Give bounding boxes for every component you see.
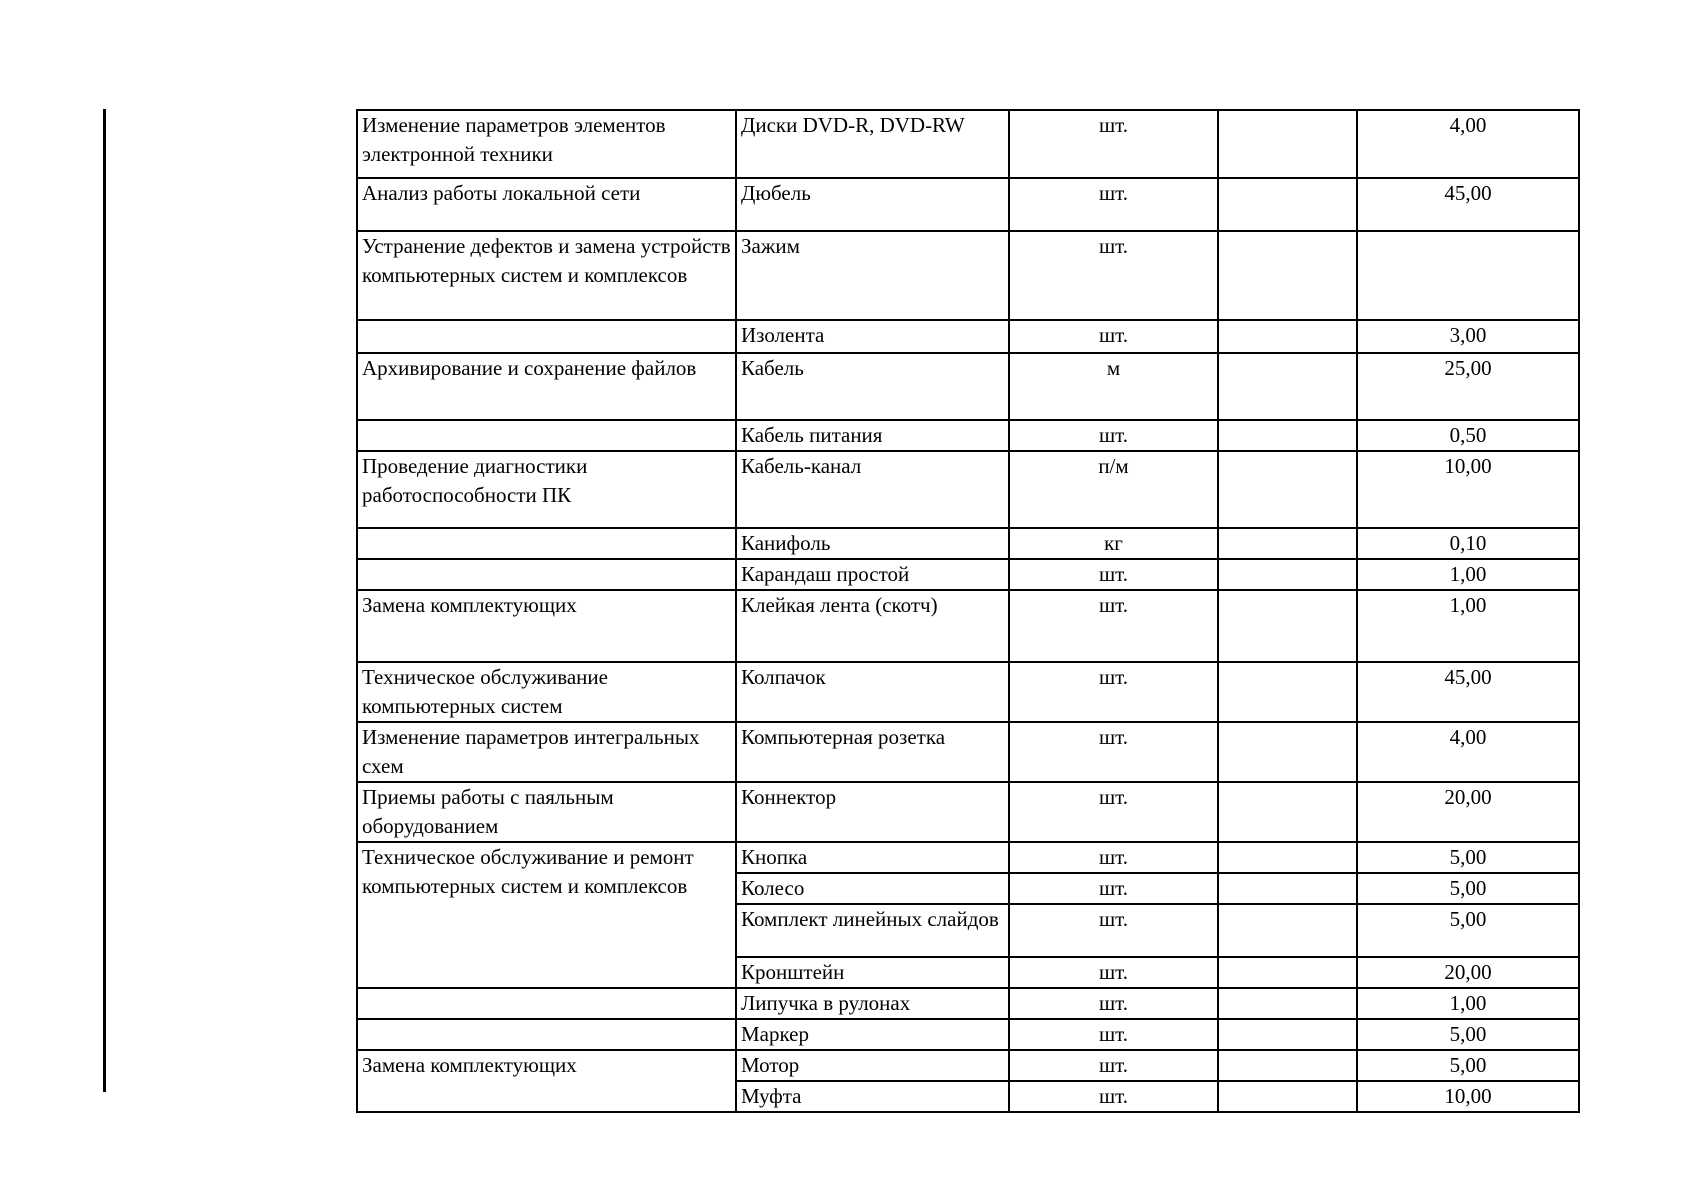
material-cell: Маркер — [736, 1019, 1009, 1050]
blank-cell — [1218, 110, 1357, 178]
material-cell: Муфта — [736, 1081, 1009, 1112]
blank-cell — [1218, 1050, 1357, 1081]
material-cell: Компьютерная розетка — [736, 722, 1009, 782]
unit-cell: шт. — [1009, 957, 1218, 988]
work-cell: Архивирование и сохранение файлов — [357, 353, 736, 420]
work-cell: Изменение параметров элементов электронной техники — [357, 110, 736, 178]
material-cell: Колесо — [736, 873, 1009, 904]
material-cell: Клейкая лента (скотч) — [736, 590, 1009, 662]
blank-cell — [1218, 559, 1357, 590]
material-cell: Колпачок — [736, 662, 1009, 722]
table-row — [357, 662, 1579, 722]
work-cell: Устранение дефектов и замена устройств компьютерных систем и комплексов — [357, 231, 736, 320]
work-cell: Анализ работы локальной сети — [357, 178, 736, 231]
table-row — [357, 178, 1579, 231]
unit-cell: п/м — [1009, 451, 1218, 528]
blank-cell — [1218, 722, 1357, 782]
work-cell — [357, 1019, 736, 1050]
blank-cell — [1218, 590, 1357, 662]
work-cell: Замена комплектующих — [357, 590, 736, 662]
blank-cell — [1218, 873, 1357, 904]
quantity-cell: 20,00 — [1357, 782, 1579, 842]
blank-cell — [1218, 1019, 1357, 1050]
unit-cell: шт. — [1009, 420, 1218, 451]
material-cell: Кнопка — [736, 842, 1009, 873]
quantity-cell: 1,00 — [1357, 988, 1579, 1019]
material-cell: Кабель — [736, 353, 1009, 420]
table-row — [357, 231, 1579, 320]
material-cell: Кронштейн — [736, 957, 1009, 988]
unit-cell: шт. — [1009, 782, 1218, 842]
unit-cell: шт. — [1009, 904, 1218, 957]
blank-cell — [1218, 904, 1357, 957]
table-row — [357, 1050, 1579, 1081]
unit-cell: шт. — [1009, 178, 1218, 231]
material-cell: Изолента — [736, 320, 1009, 353]
table-row — [357, 988, 1579, 1019]
work-cell: Техническое обслуживание компьютерных систем — [357, 662, 736, 722]
material-cell: Карандаш простой — [736, 559, 1009, 590]
table-row — [357, 451, 1579, 528]
unit-cell: шт. — [1009, 559, 1218, 590]
unit-cell: шт. — [1009, 842, 1218, 873]
table-row — [357, 559, 1579, 590]
work-cell — [357, 528, 736, 559]
work-cell — [357, 559, 736, 590]
unit-cell: шт. — [1009, 873, 1218, 904]
unit-cell: шт. — [1009, 231, 1218, 320]
table-row — [357, 1019, 1579, 1050]
quantity-cell: 0,50 — [1357, 420, 1579, 451]
unit-cell: м — [1009, 353, 1218, 420]
work-cell: Техническое обслуживание и ремонт компьютерных систем и комплексов — [357, 842, 736, 988]
materials-table — [356, 109, 1580, 1113]
blank-cell — [1218, 451, 1357, 528]
material-cell: Канифоль — [736, 528, 1009, 559]
quantity-cell: 3,00 — [1357, 320, 1579, 353]
quantity-cell: 10,00 — [1357, 1081, 1579, 1112]
blank-cell — [1218, 231, 1357, 320]
quantity-cell: 5,00 — [1357, 842, 1579, 873]
work-cell: Изменение параметров интегральных схем — [357, 722, 736, 782]
material-cell: Комплект линейных слайдов — [736, 904, 1009, 957]
work-cell: Проведение диагностики работоспособности ПК — [357, 451, 736, 528]
quantity-cell: 45,00 — [1357, 178, 1579, 231]
unit-cell: шт. — [1009, 1081, 1218, 1112]
table-row — [357, 353, 1579, 420]
table-row — [357, 842, 1579, 873]
quantity-cell: 1,00 — [1357, 590, 1579, 662]
blank-cell — [1218, 662, 1357, 722]
quantity-cell: 20,00 — [1357, 957, 1579, 988]
quantity-cell: 5,00 — [1357, 1019, 1579, 1050]
unit-cell: шт. — [1009, 662, 1218, 722]
quantity-cell: 25,00 — [1357, 353, 1579, 420]
material-cell: Коннектор — [736, 782, 1009, 842]
quantity-cell: 5,00 — [1357, 904, 1579, 957]
page-margin-line — [103, 109, 106, 1092]
blank-cell — [1218, 957, 1357, 988]
material-cell: Липучка в рулонах — [736, 988, 1009, 1019]
blank-cell — [1218, 1081, 1357, 1112]
quantity-cell: 10,00 — [1357, 451, 1579, 528]
table-row — [357, 590, 1579, 662]
quantity-cell: 4,00 — [1357, 722, 1579, 782]
material-cell: Мотор — [736, 1050, 1009, 1081]
table-row — [357, 320, 1579, 353]
quantity-cell: 5,00 — [1357, 1050, 1579, 1081]
unit-cell: шт. — [1009, 590, 1218, 662]
blank-cell — [1218, 420, 1357, 451]
work-cell — [357, 320, 736, 353]
blank-cell — [1218, 782, 1357, 842]
blank-cell — [1218, 178, 1357, 231]
blank-cell — [1218, 988, 1357, 1019]
unit-cell: кг — [1009, 528, 1218, 559]
material-cell: Диски DVD-R, DVD-RW — [736, 110, 1009, 178]
unit-cell: шт. — [1009, 110, 1218, 178]
material-cell: Кабель-канал — [736, 451, 1009, 528]
table-row — [357, 528, 1579, 559]
quantity-cell: 45,00 — [1357, 662, 1579, 722]
table-row — [357, 722, 1579, 782]
work-cell — [357, 988, 736, 1019]
material-cell: Зажим — [736, 231, 1009, 320]
material-cell: Кабель питания — [736, 420, 1009, 451]
quantity-cell — [1357, 231, 1579, 320]
blank-cell — [1218, 320, 1357, 353]
quantity-cell: 1,00 — [1357, 559, 1579, 590]
quantity-cell: 5,00 — [1357, 873, 1579, 904]
quantity-cell: 4,00 — [1357, 110, 1579, 178]
table-row — [357, 420, 1579, 451]
quantity-cell: 0,10 — [1357, 528, 1579, 559]
work-cell — [357, 420, 736, 451]
work-cell: Замена комплектующих — [357, 1050, 736, 1112]
unit-cell: шт. — [1009, 722, 1218, 782]
table-row — [357, 110, 1579, 178]
table-row — [357, 782, 1579, 842]
material-cell: Дюбель — [736, 178, 1009, 231]
unit-cell: шт. — [1009, 988, 1218, 1019]
blank-cell — [1218, 353, 1357, 420]
unit-cell: шт. — [1009, 1019, 1218, 1050]
work-cell: Приемы работы с паяльным оборудованием — [357, 782, 736, 842]
blank-cell — [1218, 528, 1357, 559]
blank-cell — [1218, 842, 1357, 873]
unit-cell: шт. — [1009, 320, 1218, 353]
unit-cell: шт. — [1009, 1050, 1218, 1081]
